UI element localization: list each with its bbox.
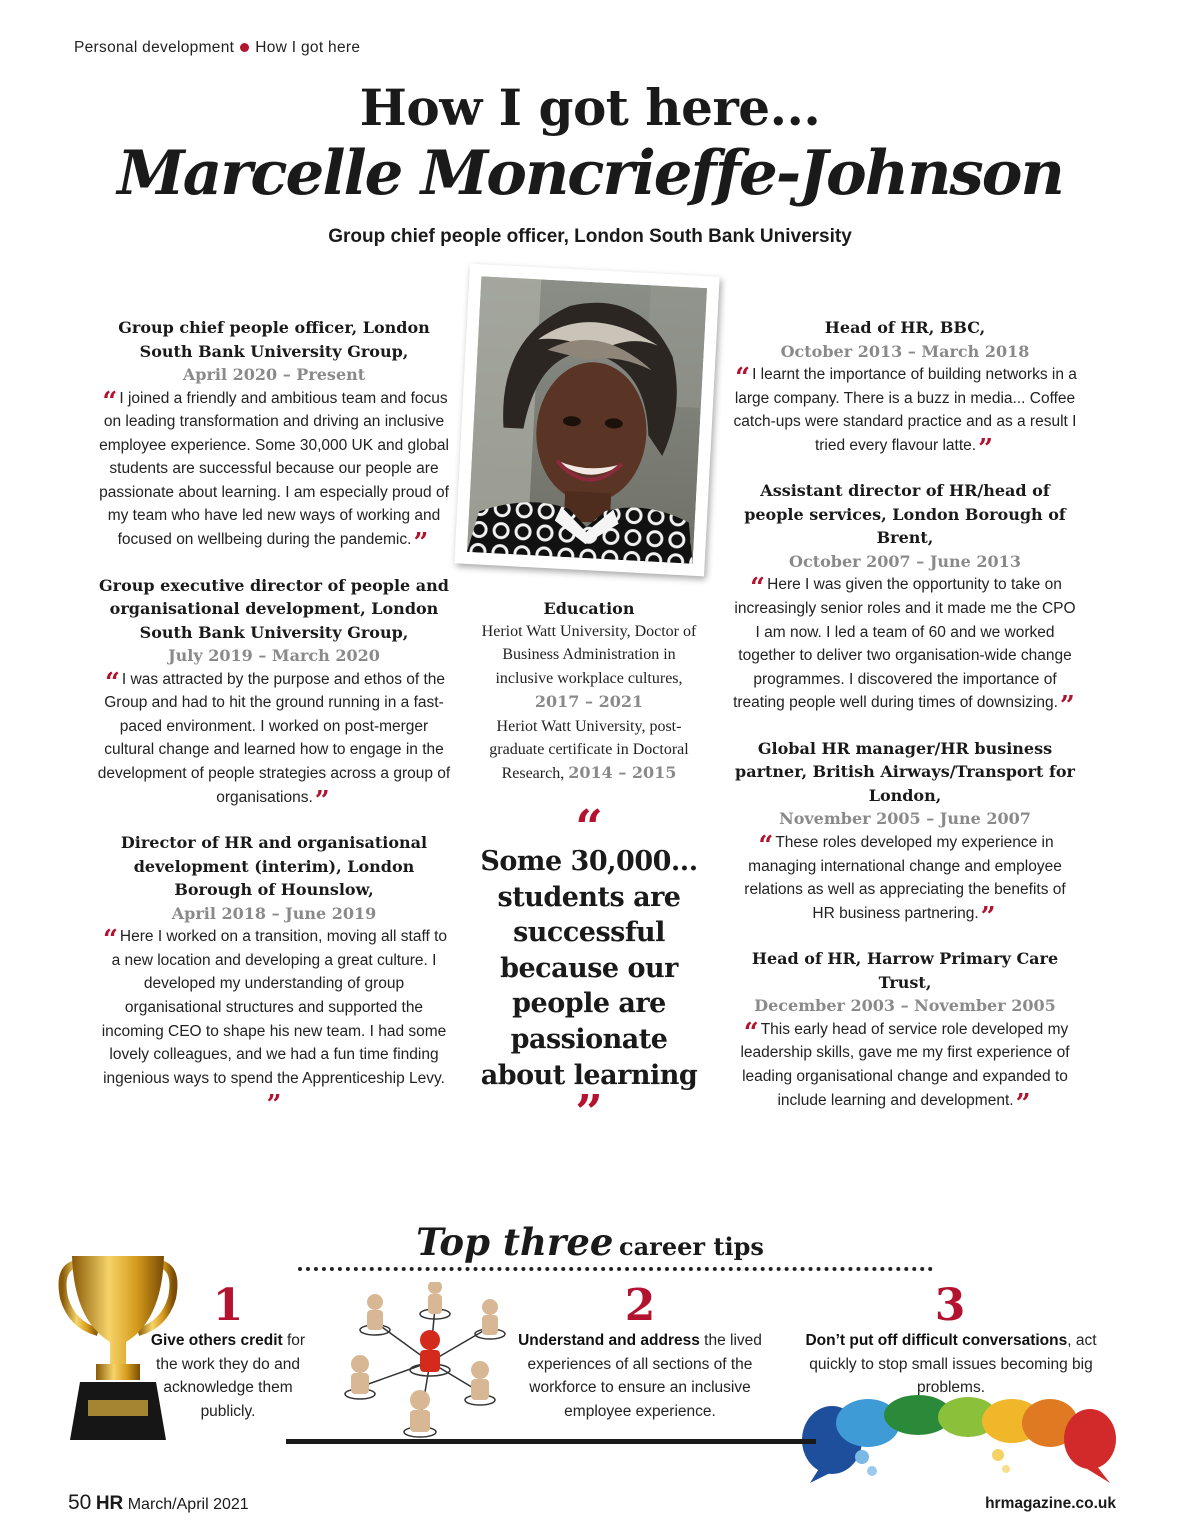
page-number: 50 (68, 1491, 92, 1514)
education-text: Heriot Watt University, Doctor of Business Administration in inclusive workplace cultures, (481, 623, 697, 687)
open-quote-icon: “ (735, 363, 751, 393)
close-quote-icon: ” (266, 1090, 282, 1121)
close-quote-icon: ” (1059, 691, 1075, 722)
career-entry (732, 316, 1078, 464)
open-quote-icon: “ (102, 925, 118, 956)
page-folio (68, 1491, 249, 1515)
person-name: Marcelle Moncrieffe-Johnson (117, 138, 1063, 209)
close-quote-icon: ” (978, 433, 994, 464)
pull-quote-text: Some 30,000... students are successful because our people are passionate about learning (480, 846, 698, 1091)
quote-text: I learnt the importance of building networks in a large company. There is a buzz in media... Coffee catch-ups were standard practice and as a result I tried every flavour latte. (733, 366, 1077, 454)
job-quote (732, 573, 1078, 722)
job-quote (732, 363, 1078, 464)
tip-text (140, 1329, 316, 1423)
job-dates: April 2020 – Present (182, 365, 366, 384)
job-title: Group executive director of people and organisational development, London South Bank University Group, (99, 575, 449, 642)
career-entry (732, 479, 1078, 722)
job-quote (96, 667, 452, 816)
tip-text (800, 1329, 1102, 1400)
quote-text: Here I was given the opportunity to take on increasingly senior roles and it made me the CPO I am now. I led a team of 60 and we worked together to deliver two organisation-wide change programmes. I discovered the importance of treating people well during times of downsizing. (733, 576, 1076, 712)
open-quote-icon: “ (575, 800, 603, 856)
tip-bold: Understand and address (518, 1332, 700, 1349)
topic-label: How I got here (255, 39, 361, 56)
quote-text: I was attracted by the purpose and ethos of the Group and had to hit the ground running in a fast-paced environment. I worked on post-merger cultural change and learned how to engage in the development of people strategies across a group of organisations. (97, 670, 451, 806)
education-title: Education (543, 599, 635, 618)
portrait-image (467, 276, 707, 563)
tip-number: 1 (212, 1280, 244, 1331)
page-headline: How I got here... (359, 78, 821, 137)
career-column-left (96, 316, 452, 1136)
speech-bubbles-icon (800, 1395, 1116, 1485)
job-quote (96, 386, 452, 559)
issue-date: March/April 2021 (127, 1496, 249, 1513)
job-dates: November 2005 – June 2007 (779, 809, 1031, 829)
career-entry (96, 574, 452, 816)
job-title: Global HR manager/HR business partner, British Airways/Transport for London, (735, 738, 1075, 805)
tip-rest: the lived experiences of all sections of the workforce to ensure an inclusive employee experience. (527, 1332, 762, 1420)
close-quote-icon: ” (413, 528, 429, 559)
section-label: Personal development (74, 39, 235, 56)
close-quote-icon: ” (1015, 1088, 1031, 1119)
job-dates: October 2013 – March 2018 (780, 341, 1030, 361)
quote-text: This early head of service role developed my leadership skills, gave me my first experience of leading organisational change and expanded to include learning and development. (740, 1020, 1070, 1109)
quote-text: Here I worked on a transition, moving all staff to a new location and developing a great culture. I developed my understanding of group organisational structures and supported the incoming CEO to shape his new team. I had some lovely colleagues, and we had a fun time finding ingenious ways to spend the Apprenticeship Levy. (101, 928, 448, 1087)
job-dates: October 2007 – June 2013 (789, 551, 1021, 571)
open-quote-icon: “ (743, 1017, 759, 1048)
magazine-name: HR (95, 1493, 124, 1514)
tip-number: 3 (934, 1280, 966, 1331)
portrait-photo (454, 264, 719, 577)
career-entry (96, 831, 452, 1121)
job-quote (96, 925, 452, 1121)
pull-quote (474, 800, 704, 1142)
tips-title-small: career tips (619, 1232, 764, 1261)
bullet-dot-icon (240, 43, 249, 52)
job-title: Group chief people officer, London South Bank University Group, (118, 318, 430, 361)
page-subtitle: Group chief people officer, London South Bank University (328, 226, 852, 247)
education-date: 2017 – 2021 (534, 692, 644, 712)
tip-rest: for the work they do and acknowledge them publicly. (156, 1332, 306, 1420)
education-box (474, 597, 704, 786)
website-link[interactable]: hrmagazine.co.uk (985, 1495, 1116, 1512)
tips-title-big: Top three (416, 1220, 614, 1264)
career-entry (732, 947, 1078, 1119)
tip-bold: Give others credit (150, 1332, 283, 1349)
open-quote-icon: “ (758, 830, 774, 861)
section-kicker (74, 39, 360, 57)
open-quote-icon: “ (102, 386, 118, 417)
close-quote-icon: ” (314, 785, 330, 816)
job-dates: December 2003 – November 2005 (754, 996, 1056, 1016)
close-quote-icon: ” (575, 1085, 603, 1142)
close-quote-icon: ” (980, 901, 996, 932)
job-title: Head of HR, Harrow Primary Care Trust, (751, 949, 1059, 992)
career-entry (732, 737, 1078, 932)
open-quote-icon: “ (104, 667, 120, 698)
tip-number: 2 (624, 1280, 656, 1331)
job-title: Head of HR, BBC, (824, 318, 986, 337)
tip-rest: , act quickly to stop small issues becoming big problems. (809, 1332, 1097, 1397)
job-title: Assistant director of HR/head of people services, London Borough of Brent, (744, 481, 1066, 548)
education-text: Heriot Watt University, post-graduate certificate in Doctoral Research, (489, 717, 689, 783)
quote-text: I joined a friendly and ambitious team and focus on leading transformation and driving an inclusive employee experience. Some 30,000 UK and global students are successful because our people are passionate about learning. I am especially proud of my team who have led new ways of working and focused on wellbeing during the pandemic. (99, 389, 449, 549)
career-column-right (732, 316, 1078, 1134)
network-people-icon (330, 1282, 530, 1452)
education-item (474, 620, 704, 715)
education-item (474, 715, 704, 786)
career-entry (96, 316, 452, 559)
job-quote (732, 830, 1078, 932)
job-dates: July 2019 – March 2020 (168, 646, 380, 666)
job-quote (732, 1017, 1078, 1119)
divider-rule (286, 1439, 816, 1444)
education-date: 2014 – 2015 (568, 763, 677, 783)
job-dates: April 2018 – June 2019 (171, 903, 377, 923)
quote-text: These roles developed my experience in managing international change and employee relations as well as appreciating the benefits of HR business partnering. (744, 833, 1066, 922)
tip-bold: Don’t put off difficult conversations (805, 1332, 1068, 1349)
dotted-divider (298, 1267, 933, 1271)
open-quote-icon: “ (750, 573, 766, 604)
job-title: Director of HR and organisational development (interim), London Borough of Hounslow, (120, 833, 428, 900)
tip-text (512, 1329, 768, 1423)
